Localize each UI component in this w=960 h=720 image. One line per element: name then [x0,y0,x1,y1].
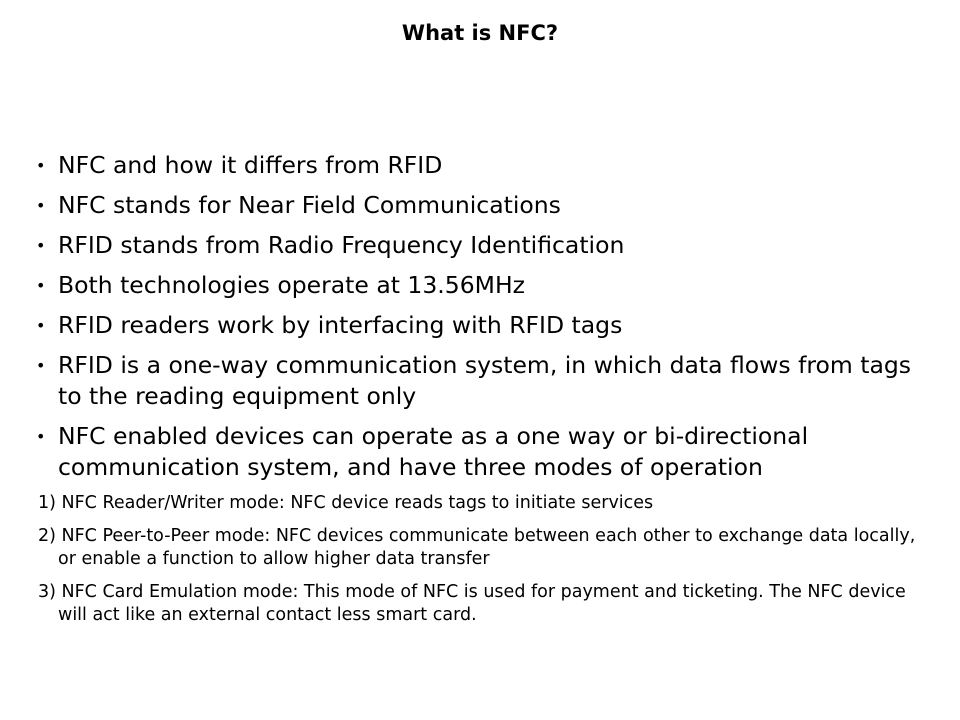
mode-item-peer-to-peer: 2) NFC Peer-to-Peer mode: NFC devices communicate between each other to exchange data locally, or enable a function to allow higher data transfer [38,526,916,569]
bullet-item [36,270,936,301]
bullet-text: Both technologies operate at 13.56MHz [58,271,525,299]
bullet-symbol: • [36,356,46,375]
bullet-symbol: • [36,236,46,255]
bullet-symbol: • [36,196,46,215]
bullet-symbol: • [36,156,46,175]
mode-item-reader-writer: 1) NFC Reader/Writer mode: NFC device reads tags to initiate services [38,493,654,513]
bullet-text: RFID stands from Radio Frequency Identification [58,231,625,259]
bullet-item [36,421,936,483]
bullet-item [36,350,936,412]
bullet-text: NFC stands for Near Field Communications [58,191,561,219]
bullet-text: RFID is a one-way communication system, in which data flows from tags to the reading equipment only [58,351,912,410]
bullet-item [36,230,936,261]
bullet-text: NFC enabled devices can operate as a one way or bi-directional communication system, and have three modes of operation [58,422,809,481]
modes-list [38,492,918,637]
bullet-item [36,150,936,181]
bullet-item [36,310,936,341]
mode-item-card-emulation: 3) NFC Card Emulation mode: This mode of NFC is used for payment and ticketing. The NFC device will act like an external contact less smart card. [38,582,906,625]
bullet-symbol: • [36,276,46,295]
bullet-text: RFID readers work by interfacing with RFID tags [58,311,623,339]
bullet-list [36,150,936,492]
bullet-item [36,190,936,221]
bullet-symbol: • [36,316,46,335]
slide-title: What is NFC? [401,21,559,45]
bullet-symbol: • [36,427,46,446]
bullet-text: NFC and how it differs from RFID [58,151,443,179]
